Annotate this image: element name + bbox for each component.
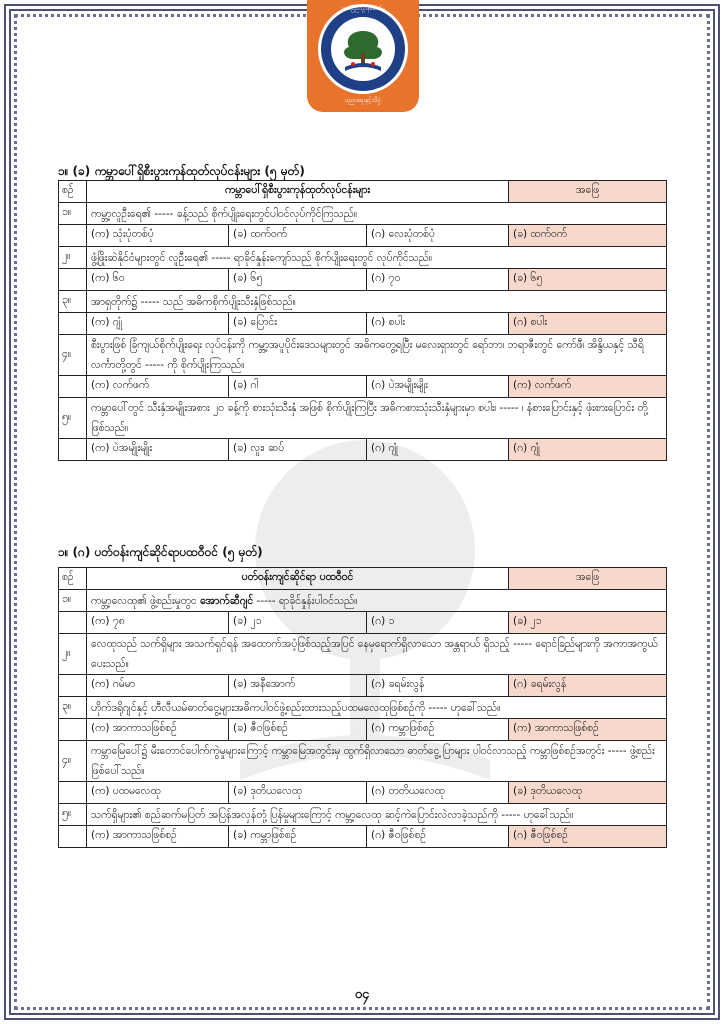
option-b: (ခ) ထက်ဝက်: [229, 225, 367, 247]
option-b: (ခ) ၆၅: [229, 269, 367, 291]
question-row: [59, 291, 667, 313]
answer-cell: (ဂ) ခရမ်းလွန်: [509, 675, 667, 697]
question-num: ၄။: [59, 335, 87, 376]
question-text: ဖွံ့ဖြိုးဆဲနိုင်ငံများတွင် လူဦးရေ၏ ----- ရာခိုင်နှုန်းကျော်သည် စိုက်ပျိုးရေးတွင် လုပ်ကိုင်သည်။: [87, 247, 667, 269]
question-num: ၁။: [59, 590, 87, 612]
logo-caption: ပညာရေးနှင့်သိပ္ပံ: [345, 97, 381, 104]
option-c: (ဂ) တတိယလေထု: [367, 782, 509, 804]
option-c: (ဂ) ၁: [367, 612, 509, 634]
question-num: ၁။: [59, 203, 87, 225]
options-row: [59, 313, 667, 335]
question-row: [59, 335, 667, 376]
question-row: [59, 804, 667, 826]
question-num: ၂။: [59, 634, 87, 675]
option-a: (က) ဂျုံ: [87, 313, 229, 335]
option-c: (ဂ) ပဲအမျိုးမျိုး: [367, 376, 509, 398]
options-row: [59, 225, 667, 247]
question-row: [59, 741, 667, 782]
option-b: (ခ) ၂၁: [229, 612, 367, 634]
options-row: [59, 376, 667, 398]
question-text: စီးပွားဖြစ် ခြံကျယ်စိုက်ပျိုးရေး လုပ်ငန်းကို ကမ္ဘာ့အပူပိုင်းဒေသများတွင် အဓိကတွေ့ရပြီး မလေးရှားတွင် ရော်ဘာ၊ ဘရာဇီးတွင် ကော်ဖီ၊ အိန္ဒိယနှင့် သီရိလင်္ကာတို့တွင် ----- ကို စိုက်ပျိုးကြသည်။: [87, 335, 667, 376]
option-b: (ခ) ဇီဝဖြစ်စဉ်: [229, 719, 367, 741]
logo-top-text: ဘဏ်ပြည်သူ့ဝန်ဆောင်မှု: [341, 6, 385, 12]
option-a: (က) ၇၈: [87, 612, 229, 634]
tree-book-icon: [331, 17, 395, 81]
question-row: [59, 590, 667, 612]
section-title: ၁။ (ခ) ကမ္ဘာပေါ်ရှိစီးပွားကုန်ထုတ်လုပ်ငန်းများ (၅ မှတ်): [58, 164, 305, 178]
options-row: [59, 782, 667, 804]
header-num: စဉ်: [59, 181, 87, 203]
option-b: (ခ) ဂါ: [229, 376, 367, 398]
question-num: ၅။: [59, 398, 87, 439]
option-c: (ဂ) ခရမ်းလွန်: [367, 675, 509, 697]
question-num: ၄။: [59, 741, 87, 782]
option-b: (ခ) အနီအောက်: [229, 675, 367, 697]
options-row: [59, 675, 667, 697]
question-text-part: ကမ္ဘာ့လေထု၏ ဖွဲ့စည်းမှုတွင: [91, 594, 201, 607]
option-b: (ခ) ပြောင်း: [229, 313, 367, 335]
option-c: (ဂ) ကမ္ဘာဖြစ်စဉ်: [367, 719, 509, 741]
answer-cell: (ဂ) ဇီဝဖြစ်စဉ်: [509, 826, 667, 848]
option-a: (က) အာကာသဖြစ်စဉ်: [87, 826, 229, 848]
question-text: ကမ္ဘာမြေပေါ်၌ မီးတောင်ပေါက်ကွဲမှုများကြောင့် ကမ္ဘာမြေအတွင်းမှ ထွက်ရှိလာသော ဓာတ်ငွေ့ ပြာများ ပါဝင်လာသည့် ကမ္ဘာဖြစ်စဉ်အတွင်း ----- ဖွဲ့စည်းဖြစ်ပေါ်သည်။: [87, 741, 667, 782]
table-header: [59, 181, 667, 203]
question-num: ၃။: [59, 291, 87, 313]
header-answer: အဖြေ: [509, 568, 667, 590]
question-keyword: အောက်ဆီဂျင်: [200, 594, 254, 607]
options-row: [59, 719, 667, 741]
options-row: [59, 826, 667, 848]
options-row: [59, 612, 667, 634]
question-table-1: [58, 180, 667, 461]
answer-cell: (က) လက်ဖက်: [509, 376, 667, 398]
options-row: [59, 269, 667, 291]
question-num: ၅။: [59, 804, 87, 826]
option-a: (က) ပထမလေထု: [87, 782, 229, 804]
question-row: [59, 247, 667, 269]
question-row: [59, 398, 667, 439]
question-text: အာရှတိုက်၌ ----- သည် အဓိကစိုက်ပျိုးသီးနှံဖြစ်သည်။: [87, 291, 667, 313]
answer-cell: (ဂ) ဂျုံ: [509, 439, 667, 461]
question-text: ဟိုက်ဒရိုဂျင်နှင့် ဟီလီယမ်ဓာတ်ငွေ့များအဓိကပါဝင်ဖွဲ့စည်းထားသည့်ပထမလေထုဖြစ်စဉ်ကို ----- ဟုခေါ်သည်။: [87, 697, 667, 719]
table-header: [59, 568, 667, 590]
option-a: (က) ပဲအမျိုးမျိုး: [87, 439, 229, 461]
question-text: ကမ္ဘာပေါ်တွင် သီးနှံအမျိုးအစား ၂၀ ခန့်ကို စားသုံးသီးနှံ အဖြစ် စိုက်ပျိုးကြပြီး အဓိကစားသုံးသီးနှံများမှာ စပါး၊ ----- ၊ နံစားပြောင်းနှင့် ဖုံးစားပြောင်း တို့ဖြစ်သည်။: [87, 398, 667, 439]
header-topic: ပတ်ဝန်းကျင်ဆိုင်ရာ ပထဝီဝင်: [87, 568, 509, 590]
option-a: (က) ဂမ်မာ: [87, 675, 229, 697]
option-c: (ဂ) လေးပုံတစ်ပုံ: [367, 225, 509, 247]
question-num: ၃။: [59, 697, 87, 719]
question-table-2: [58, 567, 667, 848]
header-topic: ကမ္ဘာပေါ်ရှိစီးပွားကုန်ထုတ်လုပ်ငန်းများ: [87, 181, 509, 203]
section-title: ၁။ (ဂ) ပတ်ဝန်းကျင်ဆိုင်ရာပထဝီဝင် (၅ မှတ်): [58, 545, 263, 559]
option-c: (ဂ) ဂျုံ: [367, 439, 509, 461]
question-text: သက်ရှိများ၏ စည်ဆက်မပြတ် အပြန်အလှန်တုံ့ ပြန်မှုများကြောင့် ကမ္ဘာ့လေထု ဆင့်ကဲပြောင်းလဲလာခဲ့သည်ကို ----- ဟုခေါ်သည်။: [87, 804, 667, 826]
option-a: (က) အာကာသဖြစ်စဉ်: [87, 719, 229, 741]
option-b: (ခ) ကမ္ဘာဖြစ်စဉ်: [229, 826, 367, 848]
options-row: [59, 439, 667, 461]
question-text: [87, 590, 667, 612]
header-answer: အဖြေ: [509, 181, 667, 203]
option-c: (ဂ) ၇၀: [367, 269, 509, 291]
header-num: စဉ်: [59, 568, 87, 590]
option-c: (ဂ) ဇီဝဖြစ်စဉ်: [367, 826, 509, 848]
logo-emblem: [331, 17, 395, 81]
answer-cell: (ဂ) စပါး: [509, 313, 667, 335]
option-b: (ခ) ဒုတိယလေထု: [229, 782, 367, 804]
answer-cell: (ခ) ထက်ဝက်: [509, 225, 667, 247]
option-a: (က) သုံးပုံတစ်ပုံ: [87, 225, 229, 247]
question-row: [59, 697, 667, 719]
question-text-part: ----- ရာခိုင်နှုန်းပါဝင်သည်။: [253, 594, 358, 607]
option-a: (က) လက်ဖက်: [87, 376, 229, 398]
question-num: ၂။: [59, 247, 87, 269]
page-number: ၀၄: [324, 985, 400, 1005]
answer-cell: (ခ) ဒုတိယလေထု: [509, 782, 667, 804]
answer-cell: (ခ) ၆၅: [509, 269, 667, 291]
answer-cell: (က) အာကာသဖြစ်စဉ်: [509, 719, 667, 741]
question-text: ကမ္ဘာ့လူဦးရေ၏ ----- ခန့်သည် စိုက်ပျိုးရေးတွင်ပါဝင်လုပ်ကိုင်ကြသည်။: [87, 203, 667, 225]
question-row: [59, 203, 667, 225]
option-a: (က) ၆၀: [87, 269, 229, 291]
question-row: [59, 634, 667, 675]
option-c: (ဂ) စပါး: [367, 313, 509, 335]
school-logo: [318, 4, 408, 94]
answer-cell: (ခ) ၂၁: [509, 612, 667, 634]
option-b: (ခ) လူး၊ ဆပ်: [229, 439, 367, 461]
question-text: လေထုသည် သက်ရှိများ အသက်ရှင်ရန် အထောက်အပံ့ဖြစ်သည့်အပြင် နေမှရောက်ရှိလာသော အန္တရာယ် ရှိသည့် ----- ရောင်ခြည်များကို အကာအကွယ်ပေးသည်။: [87, 634, 667, 675]
